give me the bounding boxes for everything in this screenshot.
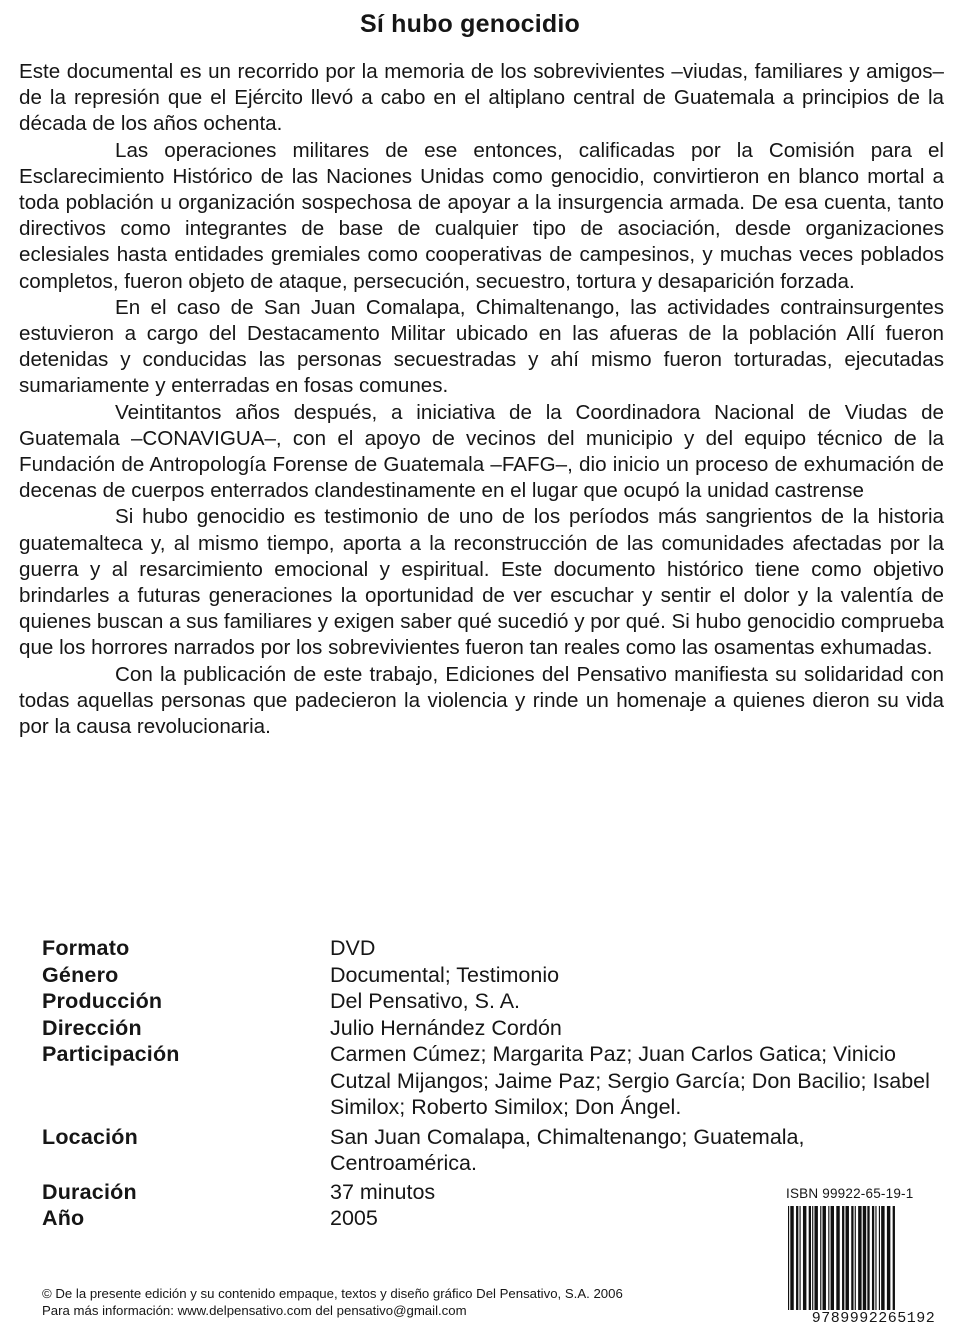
paragraph: Si hubo genocidio es testimonio de uno de los períodos más sangrientos de la historia guatemalteca y, al mismo tiempo, aporta a la reconstrucción de las comunidades afectadas por la guerra y al resarcimiento emocional y espiritual. Este documento histórico tiene como objetivo brindarles a futuras generaciones la oportunidad de ver escuchar y sentir el dolor y la valentía de quienes buscan a sus familiares y exigen saber qué sucedió y por qué. Si hubo genocidio comprueba que los horrores narrados por los sobrevivientes fueron tan reales como las osamentas exhumadas. — [19, 505, 945, 660]
contact-info: Para más información: www.delpensativo.com del pensativo@gmail.com — [42, 1303, 467, 1318]
spec-label: Año — [42, 1206, 85, 1230]
spec-label: Género — [42, 962, 119, 987]
barcode-bar — [863, 1206, 866, 1310]
barcode-bar — [893, 1206, 895, 1310]
spec-value: DVD — [330, 936, 376, 960]
spec-value: Carmen Cúmez; Margarita Paz; Juan Carlos Gatica; Vinicio Cutzal Mijangos; Jaime Paz; Sergio García; Don Bacilio; Isabel Similox; Roberto Similox; Don Ángel. — [330, 1042, 930, 1119]
barcode-bar — [831, 1206, 834, 1310]
paragraph: Las operaciones militares de ese entonces, calificadas por la Comisión para el Esclarecimiento Histórico de las Naciones Unidas como genocidio, convirtieron en blanco mortal a toda población u organización sospechosa de apoyar a la insurgencia armada. De esa cuenta, tanto directivos como integrantes de base de cualquier tipo de asociación, desde organizaciones eclesiales hasta entidades gremiales como cooperativas de campesinos, y muchas veces poblados completos, fueron objeto de ataque, persecución, secuestro, tortura y desaparición forzada. — [19, 138, 944, 293]
spec-value: Del Pensativo, S. A. — [330, 989, 521, 1013]
paragraph: En el caso de San Juan Comalapa, Chimaltenango, las actividades contrainsurgentes estuvieron a cargo del Destacamento Militar ubicado en las afueras de la población Allí fueron detenidas y conducidas las personas secuestradas y ahí mismo fueron torturadas, ejecutadas sumariamente y enterradas en fosas comunes. — [19, 295, 944, 398]
page-title: Sí hubo genocidio — [359, 10, 581, 38]
barcode-bar — [855, 1206, 856, 1310]
barcode-bar — [823, 1206, 826, 1310]
spec-row-direccion — [42, 1015, 962, 1042]
barcode-bar — [803, 1206, 806, 1310]
spec-label: Participación — [42, 1042, 180, 1066]
barcode-bar — [820, 1206, 821, 1310]
barcode-bar — [842, 1206, 844, 1310]
spec-row-formato — [42, 935, 962, 962]
barcode-bar — [836, 1206, 839, 1310]
barcode-bar — [796, 1206, 798, 1310]
spec-value: San Juan Comalapa, Chimaltenango; Guatemala, Centroamérica. — [330, 1124, 805, 1175]
footer — [42, 1285, 782, 1319]
barcode-bar — [790, 1206, 793, 1310]
spec-row-participacion — [42, 1041, 962, 1121]
barcode-graphic — [786, 1206, 958, 1314]
spec-value: 37 minutos — [330, 1179, 436, 1204]
barcode-digits: 9789992265192 — [786, 1310, 961, 1327]
barcode-bar — [858, 1206, 861, 1310]
spec-row-produccion — [42, 988, 962, 1015]
barcode-bar — [800, 1206, 801, 1310]
spec-value: 2005 — [330, 1206, 378, 1230]
copyright-notice: © De la presente edición y su contenido empaque, textos y diseño gráfico Del Pensativo, S.A. 2006 — [42, 1286, 623, 1301]
barcode-bar — [814, 1206, 817, 1310]
barcode-bar — [887, 1206, 890, 1310]
spec-label: Duración — [42, 1179, 137, 1204]
spec-label: Producción — [42, 989, 163, 1013]
isbn-label: ISBN 99922-65-19-1 — [786, 1186, 914, 1201]
barcode-bar — [812, 1206, 813, 1310]
paragraph: Con la publicación de este trabajo, Ediciones del Pensativo manifiesta su solidaridad con todas aquellas personas que padecieron la violencia y rinde un homenaje a quienes dieron su vida por la causa revolucionaria. — [19, 662, 944, 739]
barcode-bar — [851, 1206, 853, 1310]
spec-row-locacion — [42, 1124, 962, 1177]
barcode — [786, 1206, 958, 1314]
barcode-bar — [809, 1206, 811, 1310]
barcode-bar — [881, 1206, 884, 1310]
spec-label: Locación — [42, 1124, 138, 1149]
barcode-bar — [867, 1206, 869, 1310]
barcode-bar — [846, 1206, 849, 1310]
spec-row-genero — [42, 962, 962, 989]
synopsis — [19, 59, 944, 740]
barcode-bar — [875, 1206, 876, 1310]
paragraph: Este documental es un recorrido por la memoria de los sobrevivientes –viudas, familiares y amigos– de la represión que el Ejército llevó a cabo en el altiplano central de Guatemala a principios de la década de los años ochenta. — [19, 60, 944, 136]
paragraph: Veintitantos años después, a iniciativa de la Coordinadora Nacional de Viudas de Guatemala –CONAVIGUA–, con el apoyo de vecinos del municipio y del equipo técnico de la Fundación de Antropología Forense de Guatemala –FAFG–, dio inicio un proceso de exhumación de decenas de cuerpos enterrados clandestinamente en el lugar que ocupó la unidad castrense — [19, 400, 944, 503]
barcode-bar — [788, 1206, 789, 1310]
spec-value: Julio Hernández Cordón — [330, 1015, 562, 1040]
barcode-bar — [872, 1206, 874, 1310]
barcode-bar — [828, 1206, 829, 1310]
spec-value: Documental; Testimonio — [330, 962, 560, 987]
spec-label: Dirección — [42, 1015, 142, 1040]
spec-label: Formato — [42, 936, 130, 960]
barcode-bar — [879, 1206, 880, 1310]
